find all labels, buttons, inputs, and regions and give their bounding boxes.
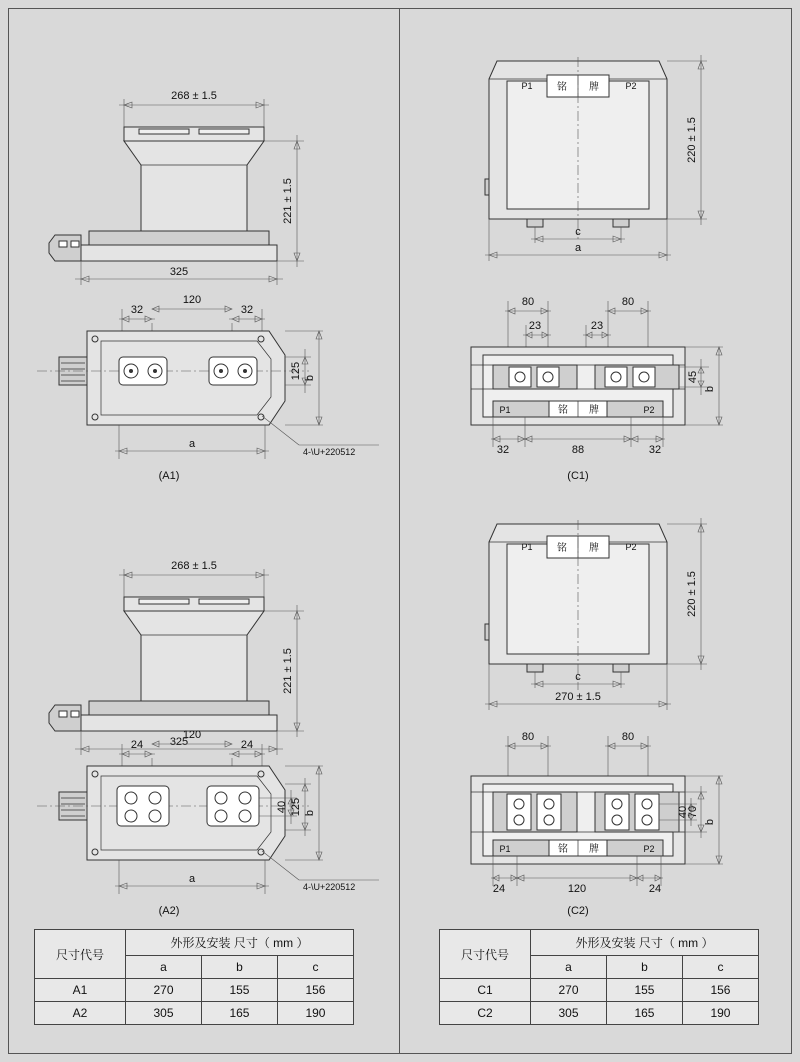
dim-b: b xyxy=(304,809,316,817)
cell-code: C1 xyxy=(440,979,531,1002)
dim-24-left: 24 xyxy=(130,739,144,751)
dimension-table-left xyxy=(34,929,354,1025)
cell-b: 165 xyxy=(201,1002,277,1025)
dim-b: b xyxy=(304,374,316,382)
view-c1-side xyxy=(409,39,779,269)
dim-a: a xyxy=(188,438,196,450)
sheet-divider xyxy=(399,9,400,1053)
table-row xyxy=(35,1002,354,1025)
cell-b: 155 xyxy=(606,979,682,1002)
caption-a1: (A1) xyxy=(158,470,180,482)
nameplate-right-char: 牌 xyxy=(589,543,599,554)
table-header-row xyxy=(440,930,759,956)
view-a1-front xyxy=(19,39,389,278)
dim-268: 268 ± 1.5 xyxy=(171,560,217,572)
caption-c2: (C2) xyxy=(567,905,589,917)
table-header-row xyxy=(35,930,354,956)
dim-125: 125 xyxy=(290,797,302,817)
dim-32-right: 32 xyxy=(648,444,662,456)
label-p1: P1 xyxy=(499,844,511,854)
header-group: 外形及安装 尺寸（ mm ） xyxy=(531,930,759,956)
view-a2-plan xyxy=(19,714,389,924)
dim-b: b xyxy=(704,818,716,826)
note-mounting-holes: 4-\U+220512 xyxy=(303,882,356,892)
dim-b: b xyxy=(704,385,716,393)
dimension-table-right xyxy=(439,929,759,1025)
dim-80-right: 80 xyxy=(621,296,635,308)
dim-40: 40 xyxy=(276,800,288,814)
dim-24-right: 24 xyxy=(648,883,662,895)
cell-c: 190 xyxy=(682,1002,758,1025)
table-row xyxy=(440,1002,759,1025)
subheader-c: c xyxy=(277,956,353,979)
table-row xyxy=(35,979,354,1002)
dim-220: 220 ± 1.5 xyxy=(686,117,698,163)
dim-40: 40 xyxy=(677,805,689,819)
nameplate-left-char: 铭 xyxy=(557,82,567,93)
dim-80-right: 80 xyxy=(621,731,635,743)
header-code: 尺寸代号 xyxy=(440,930,531,979)
dim-32-left: 32 xyxy=(496,444,510,456)
cell-c: 190 xyxy=(277,1002,353,1025)
cell-a: 305 xyxy=(126,1002,202,1025)
dim-70: 70 xyxy=(687,805,699,819)
subheader-c: c xyxy=(682,956,758,979)
cell-a: 270 xyxy=(126,979,202,1002)
dim-120: 120 xyxy=(182,729,202,741)
subheader-b: b xyxy=(201,956,277,979)
dim-24-left: 24 xyxy=(492,883,506,895)
view-c2-side xyxy=(409,504,779,724)
drawing-sheet xyxy=(8,8,792,1054)
header-group: 外形及安装 尺寸（ mm ） xyxy=(126,930,354,956)
label-p2: P2 xyxy=(643,405,655,415)
cell-a: 305 xyxy=(531,1002,607,1025)
caption-a2: (A2) xyxy=(158,905,180,917)
cell-c: 156 xyxy=(682,979,758,1002)
table-row xyxy=(440,979,759,1002)
dim-23-right: 23 xyxy=(590,320,604,332)
dim-268: 268 ± 1.5 xyxy=(171,90,217,102)
dim-80-left: 80 xyxy=(521,731,535,743)
cell-code: C2 xyxy=(440,1002,531,1025)
dim-45: 45 xyxy=(687,370,699,384)
view-c1-plan xyxy=(409,279,779,489)
nameplate-left-char: 铭 xyxy=(558,844,568,855)
caption-c1: (C1) xyxy=(567,470,589,482)
dim-32-right: 32 xyxy=(240,304,254,316)
cell-b: 165 xyxy=(606,1002,682,1025)
label-p2: P2 xyxy=(625,542,637,552)
nameplate-right-char: 牌 xyxy=(589,405,599,416)
dim-32-left: 32 xyxy=(130,304,144,316)
dim-221: 221 ± 1.5 xyxy=(282,178,294,224)
dim-c: c xyxy=(575,226,581,238)
label-p1: P1 xyxy=(499,405,511,415)
dim-a: a xyxy=(188,873,196,885)
dim-125: 125 xyxy=(290,361,302,381)
nameplate-right-char: 牌 xyxy=(589,82,599,93)
cell-c: 156 xyxy=(277,979,353,1002)
dim-c: c xyxy=(575,671,581,683)
label-p2: P2 xyxy=(643,844,655,854)
nameplate-left-char: 铭 xyxy=(557,543,567,554)
label-p1: P1 xyxy=(521,542,533,552)
view-a1-plan xyxy=(19,279,389,489)
dim-270: 270 ± 1.5 xyxy=(555,691,601,703)
dim-120: 120 xyxy=(182,294,202,306)
dim-80-left: 80 xyxy=(521,296,535,308)
dim-120: 120 xyxy=(567,883,587,895)
subheader-b: b xyxy=(606,956,682,979)
nameplate-left-char: 铭 xyxy=(558,405,568,416)
dim-23-left: 23 xyxy=(528,320,542,332)
dim-88: 88 xyxy=(571,444,585,456)
view-c2-plan xyxy=(409,714,779,924)
subheader-a: a xyxy=(126,956,202,979)
header-code: 尺寸代号 xyxy=(35,930,126,979)
dim-325: 325 xyxy=(169,736,189,748)
dim-a: a xyxy=(574,242,582,254)
label-p1: P1 xyxy=(521,81,533,91)
nameplate-right-char: 牌 xyxy=(589,844,599,855)
subheader-a: a xyxy=(531,956,607,979)
note-mounting-holes: 4-\U+220512 xyxy=(303,447,356,457)
dim-24-right: 24 xyxy=(240,739,254,751)
dim-325: 325 xyxy=(169,266,189,278)
cell-a: 270 xyxy=(531,979,607,1002)
dim-220: 220 ± 1.5 xyxy=(686,571,698,617)
cell-b: 155 xyxy=(201,979,277,1002)
label-p2: P2 xyxy=(625,81,637,91)
cell-code: A1 xyxy=(35,979,126,1002)
dim-221: 221 ± 1.5 xyxy=(282,648,294,694)
cell-code: A2 xyxy=(35,1002,126,1025)
